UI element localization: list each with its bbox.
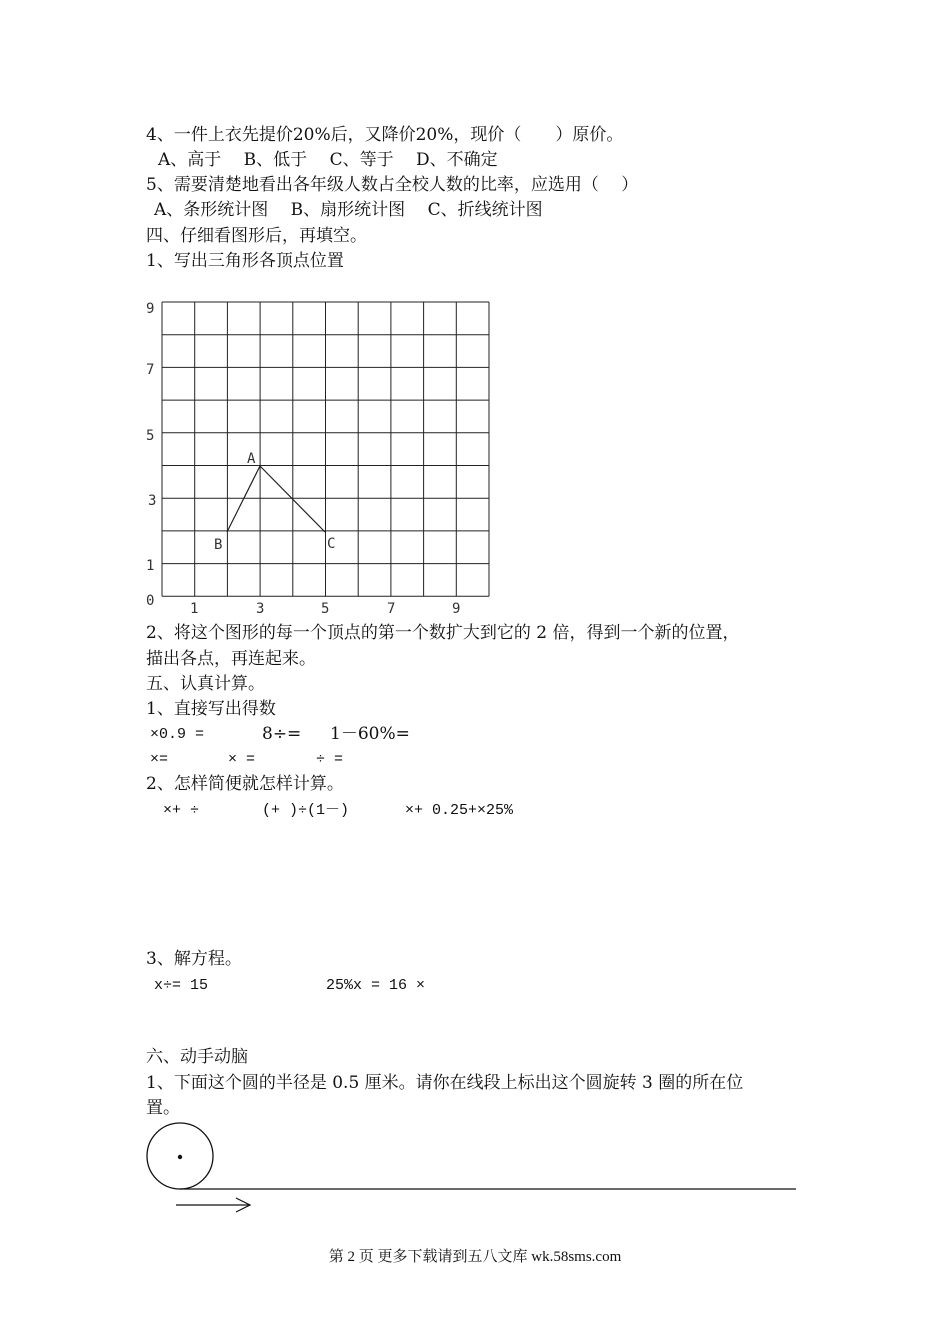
x-label-1: 1 (190, 601, 199, 617)
point-label-c: C (327, 536, 336, 552)
grid-lines (162, 302, 489, 596)
section4-sub2-line2: 描出各点，再连起来。 (146, 649, 316, 669)
section6-title: 六、动手动脑 (146, 1047, 248, 1067)
calc-row3-b: (+ )÷(1－) (262, 802, 350, 819)
y-label-3: 3 (148, 493, 157, 509)
x-label-5: 5 (321, 601, 330, 617)
y-label-0: 0 (146, 593, 155, 609)
point-label-a: A (247, 451, 256, 467)
y-label-5: 5 (146, 428, 155, 444)
calc-row3-a: ×+ ÷ (163, 802, 200, 819)
triangle-side-ba (227, 466, 260, 532)
section6-q1-line1: 1、下面这个圆的半径是 0.5 厘米。请你在线段上标出这个圆旋转 3 圈的所在位 (146, 1073, 744, 1093)
x-label-3: 3 (256, 601, 265, 617)
calc-row1-c: 1－60%= (330, 724, 410, 744)
circle-rolling-figure (140, 1120, 820, 1220)
section5-sub2: 2、怎样简便就怎样计算。 (146, 774, 344, 794)
point-label-b: B (214, 537, 223, 553)
calc-row2-a: ×= (150, 751, 169, 768)
section4-sub2-line1: 2、将这个图形的每一个顶点的第一个数扩大到它的 2 倍，得到一个新的位置， (146, 623, 740, 643)
x-label-7: 7 (387, 601, 396, 617)
y-label-7: 7 (146, 362, 155, 378)
section5-title: 五、认真计算。 (146, 674, 265, 694)
circle-center-dot (178, 1155, 182, 1159)
calc-row2-b: × = (228, 751, 256, 768)
section5-sub3: 3、解方程。 (146, 949, 242, 969)
coordinate-grid (130, 290, 530, 620)
y-label-9: 9 (146, 301, 155, 317)
q4-options: A、高于 B、低于 C、等于 D、不确定 (158, 150, 498, 170)
y-label-1: 1 (146, 558, 155, 574)
q5-options: A、条形统计图 B、扇形统计图 C、折线统计图 (154, 200, 543, 220)
x-label-9: 9 (452, 601, 461, 617)
section6-q1-line2: 置。 (146, 1098, 180, 1118)
calc-row1-b: 8÷= (262, 724, 302, 744)
equation-1: x÷= 15 (154, 977, 209, 994)
section4-sub1: 1、写出三角形各顶点位置 (146, 251, 344, 271)
section4-title: 四、仔细看图形后，再填空。 (146, 226, 367, 246)
calc-row1-a: ×0.9 = (150, 726, 205, 743)
equation-2: 25%x = 16 × (326, 977, 426, 994)
calc-row3-c: ×+ 0.25+×25% (405, 802, 514, 819)
section5-sub1: 1、直接写出得数 (146, 699, 276, 719)
calc-row2-c: ÷ = (316, 751, 344, 768)
q5-stem: 5、需要清楚地看出各年级人数占全校人数的比率，应选用（ ） (146, 175, 639, 195)
page-footer: 第 2 页 更多下载请到五八文库 wk.58sms.com (328, 1249, 622, 1265)
q4-stem: 4、一件上衣先提价20%后，又降价20%，现价（ ）原价。 (146, 125, 624, 145)
